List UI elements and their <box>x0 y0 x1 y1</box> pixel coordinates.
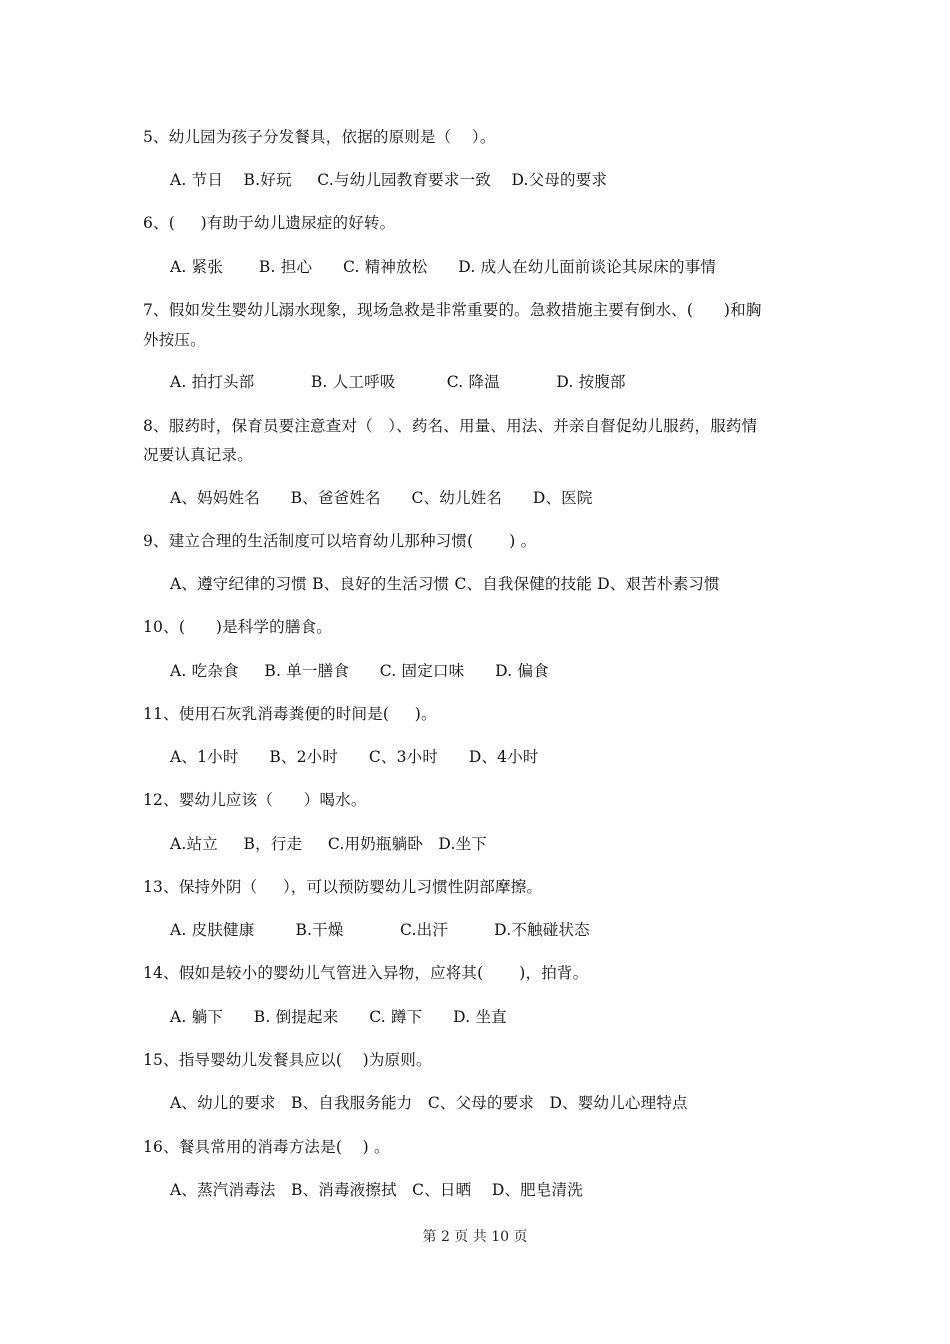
question-options: A、幼儿的要求 B、自我服务能力 C、父母的要求 D、婴幼儿心理特点 <box>170 1094 688 1112</box>
question-stem: 15、指导婴幼儿发餐具应以( )为原则。 <box>143 1051 432 1069</box>
question-options: A、遵守纪律的习惯 B、良好的生活习惯 C、自我保健的技能 D、艰苦朴素习惯 <box>170 575 720 593</box>
question-stem: 8、服药时，保育员要注意查对（ ）、药名、用量、用法、并亲自督促幼儿服药，服药情 <box>143 417 758 435</box>
question-stem-continuation: 外按压。 <box>143 331 206 349</box>
question-options: A.站立 B，行走 C.用奶瓶躺卧 D.坐下 <box>170 835 487 853</box>
question-options: A、1小时 B、2小时 C、3小时 D、4小时 <box>170 748 539 766</box>
page-footer: 第 2 页 共 10 页 <box>422 1229 528 1245</box>
question-stem: 11、使用石灰乳消毒粪便的时间是( )。 <box>143 705 437 723</box>
question-options: A、蒸汽消毒法 B、消毒液擦拭 C、日晒 D、肥皂清洗 <box>170 1181 583 1199</box>
question-options: A. 皮肤健康 B.干燥 C.出汗 D.不触碰状态 <box>170 921 590 939</box>
question-stem: 6、( )有助于幼儿遗尿症的好转。 <box>143 214 396 232</box>
question-stem: 5、幼儿园为孩子分发餐具，依据的原则是（ ）。 <box>143 128 496 146</box>
question-stem: 16、餐具常用的消毒方法是( ) 。 <box>143 1138 390 1156</box>
question-options: A. 节日 B.好玩 C.与幼儿园教育要求一致 D.父母的要求 <box>170 171 608 189</box>
question-stem: 12、婴幼儿应该（ ）喝水。 <box>143 791 367 809</box>
question-stem: 7、假如发生婴幼儿溺水现象，现场急救是非常重要的。急救措施主要有倒水、( )和胸 <box>143 301 762 319</box>
question-stem: 13、保持外阴（ ），可以预防婴幼儿习惯性阴部摩擦。 <box>143 878 543 896</box>
question-options: A. 紧张 B. 担心 C. 精神放松 D. 成人在幼儿面前谈论其尿床的事情 <box>170 258 717 276</box>
question-stem-continuation: 况要认真记录。 <box>143 446 253 464</box>
question-options: A. 躺下 B. 倒提起来 C. 蹲下 D. 坐直 <box>170 1008 507 1026</box>
question-stem: 9、建立合理的生活制度可以培育幼儿那种习惯( ) 。 <box>143 532 537 550</box>
question-options: A. 拍打头部 B. 人工呼吸 C. 降温 D. 按腹部 <box>170 373 626 391</box>
question-options: A. 吃杂食 B. 单一膳食 C. 固定口味 D. 偏食 <box>170 662 549 680</box>
question-options: A、妈妈姓名 B、爸爸姓名 C、幼儿姓名 D、医院 <box>170 489 593 507</box>
question-stem: 10、( )是科学的膳食。 <box>143 618 332 636</box>
question-stem: 14、假如是较小的婴幼儿气管进入异物，应将其( )，拍背。 <box>143 964 589 982</box>
